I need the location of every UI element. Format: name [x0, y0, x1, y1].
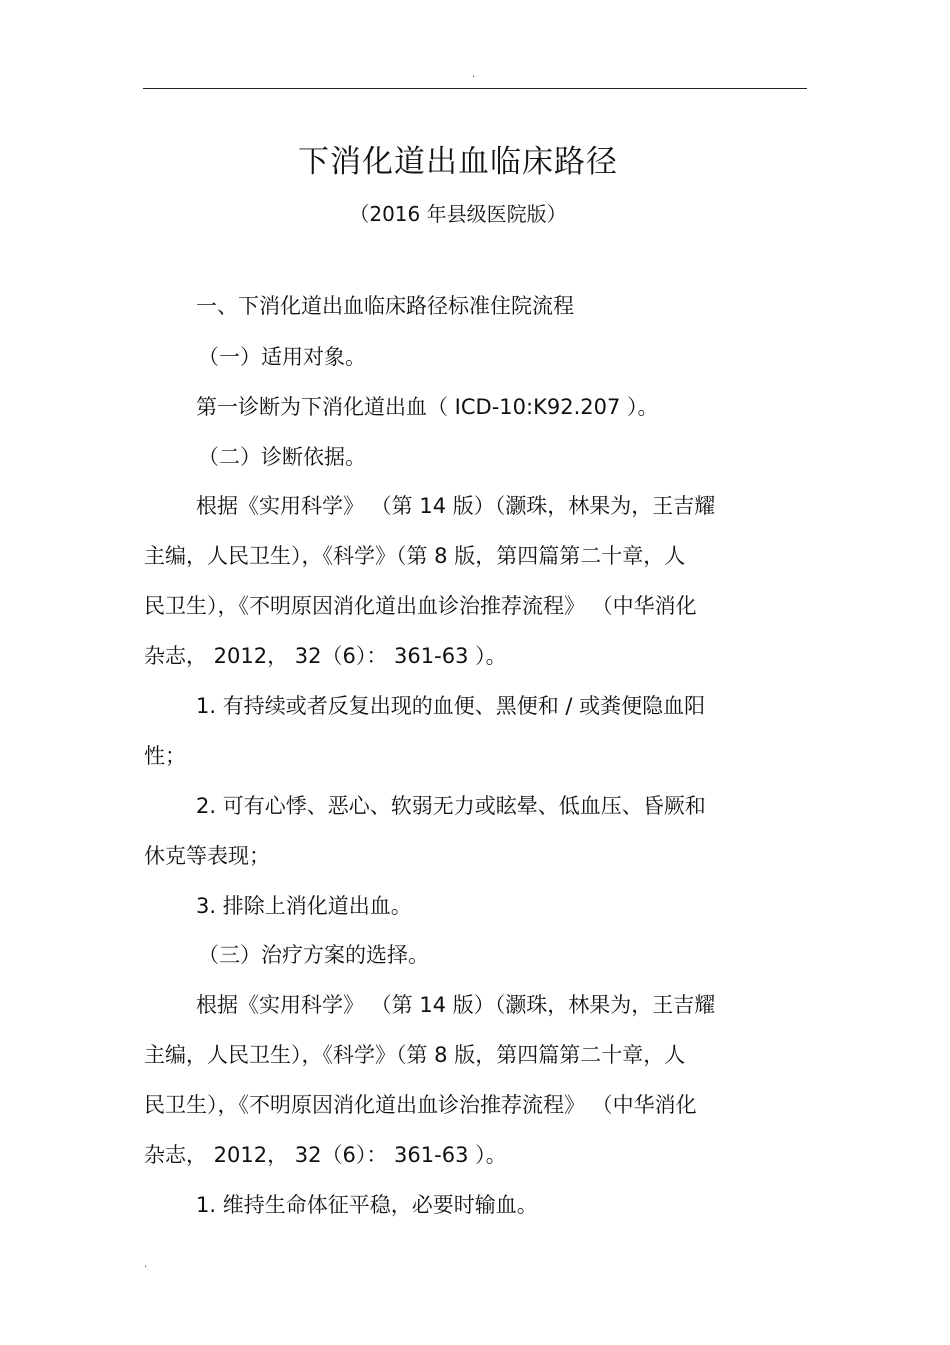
header-rule: [143, 88, 807, 89]
list-item: 1. 维持生命体征平稳，必要时输血。: [196, 1193, 538, 1217]
document-title: 下消化道出血临床路径: [298, 144, 618, 180]
document-subtitle: （2016 年县级医院版）: [349, 202, 567, 226]
paragraph-line: 主编，人民卫生），《科学》（第 8 版，第四篇第二十章，人: [144, 544, 686, 568]
section-heading: 一、下消化道出血临床路径标准住院流程: [196, 294, 574, 318]
subsection-heading: （二）诊断依据。: [198, 445, 366, 469]
paragraph-line: 杂志， 2012， 32（6）： 361-63 ）。: [144, 1143, 507, 1167]
paragraph-line: 杂志， 2012， 32（6）： 361-63 ）。: [144, 644, 507, 668]
subsection-heading: （三）治疗方案的选择。: [198, 943, 429, 967]
paragraph-line: 根据《实用科学》 （第 14 版）（灏珠，林果为，王吉耀: [196, 494, 716, 518]
list-item: 1. 有持续或者反复出现的血便、黑便和 / 或粪便隐血阳: [196, 694, 706, 718]
header-mark: .: [472, 69, 476, 80]
paragraph-line: 根据《实用科学》 （第 14 版）（灏珠，林果为，王吉耀: [196, 993, 716, 1017]
footer-mark: .: [144, 1259, 148, 1270]
subsection-heading: （一）适用对象。: [198, 345, 366, 369]
paragraph-line: 民卫生），《不明原因消化道出血诊治推荐流程》 （中华消化: [144, 1093, 697, 1117]
list-item: 2. 可有心悸、恶心、软弱无力或眩晕、低血压、昏厥和: [196, 794, 706, 818]
paragraph-line: 主编，人民卫生），《科学》（第 8 版，第四篇第二十章，人: [144, 1043, 686, 1067]
list-item: 3. 排除上消化道出血。: [196, 894, 412, 918]
paragraph-line: 民卫生），《不明原因消化道出血诊治推荐流程》 （中华消化: [144, 594, 697, 618]
list-item-continuation: 性；: [144, 744, 186, 768]
paragraph-line: 第一诊断为下消化道出血（ ICD-10:K92.207 ）。: [196, 395, 659, 419]
list-item-continuation: 休克等表现；: [144, 844, 270, 868]
